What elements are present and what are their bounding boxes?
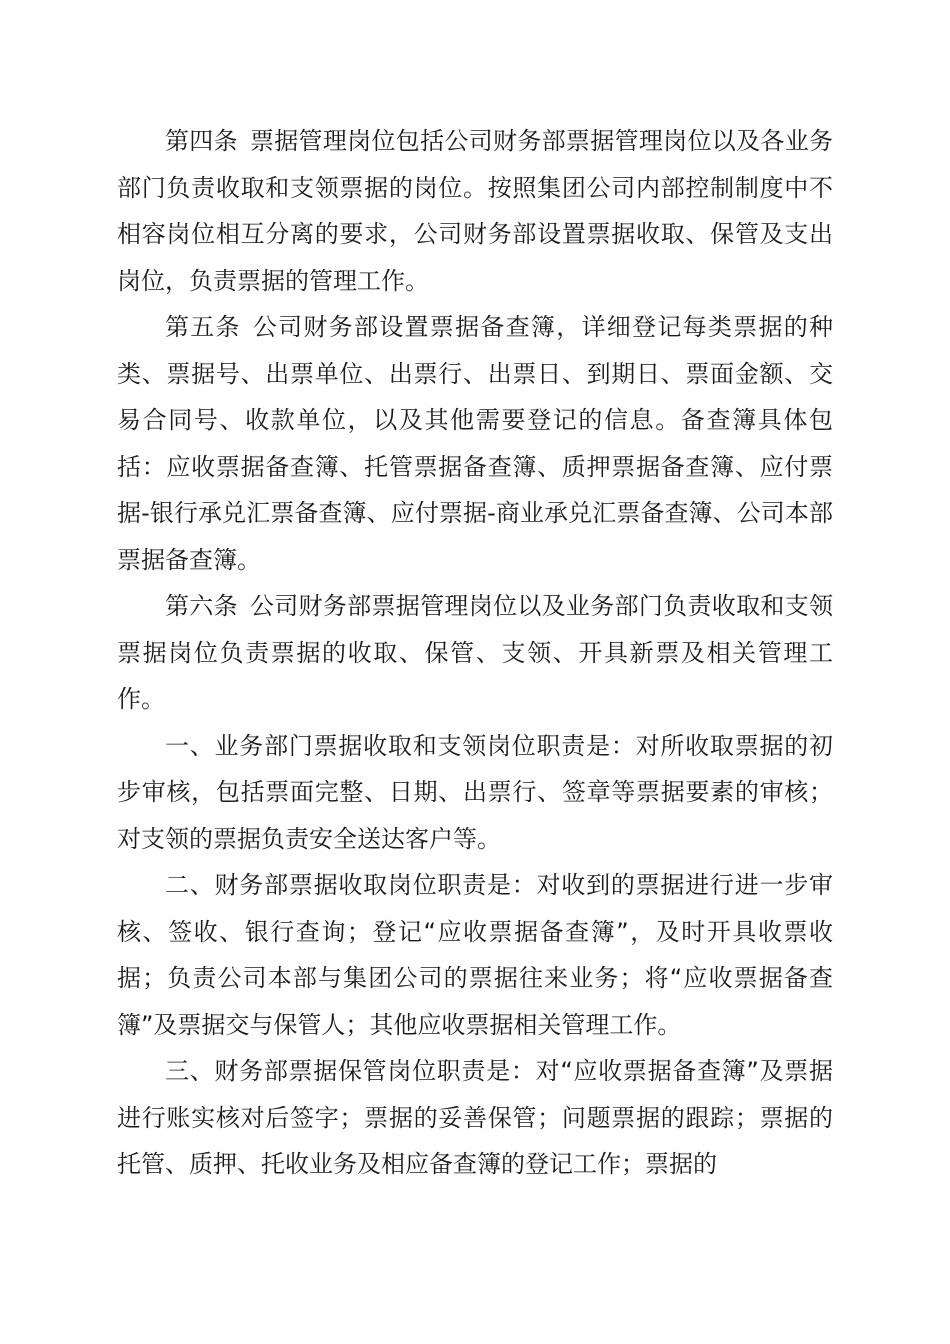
article-number: 第六条 [165, 592, 238, 620]
paragraph-text: 一、业务部门票据收取和支领岗位职责是：对所收取票据的初步审核，包括票面完整、日期、出票行、签章等票据要素的审核；对支领的票据负责安全送达客户等。 [117, 731, 833, 853]
article-number: 第五条 [165, 313, 241, 341]
paragraph-text: 二、财务部票据收取岗位职责是：对收到的票据进行进一步审核、签收、银行查询；登记“应收票据备查簿”，及时开具收票收据；负责公司本部与集团公司的票据往来业务；将“应收票据备查簿”及票据交与保管人；其他应收票据相关管理工作。 [117, 871, 833, 1039]
paragraph-item-3 [117, 1048, 833, 1188]
paragraph-item-1 [117, 723, 833, 863]
paragraph-item-2 [117, 862, 833, 1048]
paragraph-article-6 [117, 583, 833, 723]
paragraph-article-5 [117, 304, 833, 583]
paragraph-text: 票据管理岗位包括公司财务部票据管理岗位以及各业务部门负责收取和支领票据的岗位。按照集团公司内部控制制度中不相容岗位相互分离的要求，公司财务部设置票据收取、保管及支出岗位，负责票据的管理工作。 [117, 127, 834, 295]
paragraph-text: 公司财务部票据管理岗位以及业务部门负责收取和支领票据岗位负责票据的收取、保管、支领、开具新票及相关管理工作。 [117, 592, 834, 713]
paragraph-text: 三、财务部票据保管岗位职责是：对“应收票据备查簿”及票据进行账实核对后签字；票据的妥善保管；问题票据的跟踪；票据的托管、质押、托收业务及相应备查簿的登记工作；票据的 [117, 1057, 833, 1178]
article-number: 第四条 [165, 127, 238, 155]
paragraph-text: 公司财务部设置票据备查簿，详细登记每类票据的种类、票据号、出票单位、出票行、出票日、到期日、票面金额、交易合同号、收款单位，以及其他需要登记的信息。备查簿具体包括：应收票据备查簿、托管票据备查簿、质押票据备查簿、应付票据-银行承兑汇票备查簿、应付票据-商业承兑汇票备查簿、公司本部票据备查簿。 [117, 313, 834, 574]
document-page [117, 118, 833, 1188]
paragraph-article-4 [117, 118, 833, 304]
